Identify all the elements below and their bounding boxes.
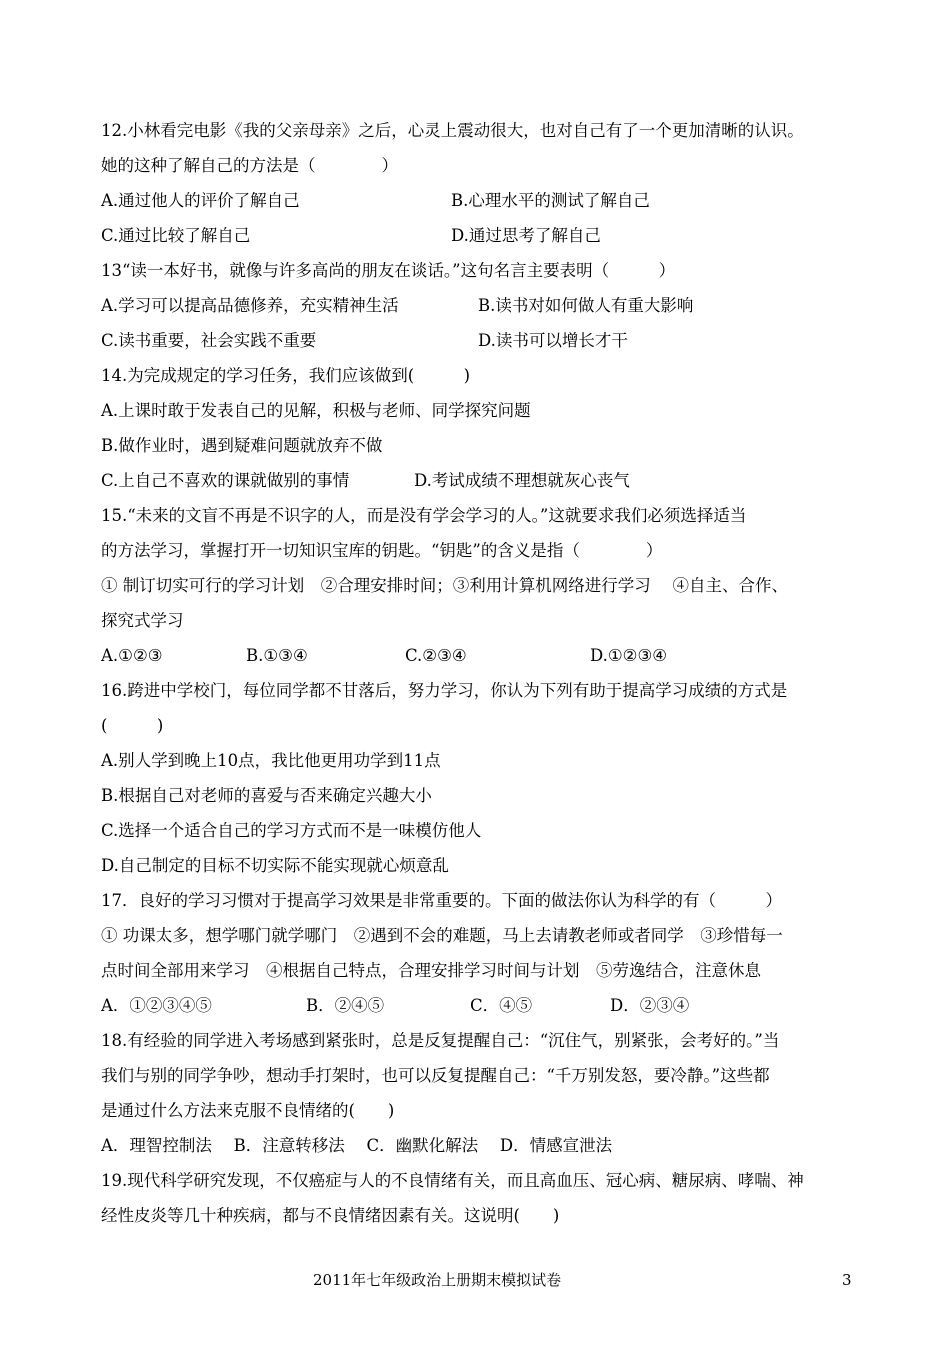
q15-items-2: 探究式学习	[101, 611, 184, 630]
q12-option-d: D.通过思考了解自己	[451, 226, 601, 245]
q14-option-d: D.考试成绩不理想就灰心丧气	[414, 471, 630, 490]
q17-option-a: A．①②③④⑤	[101, 996, 212, 1015]
q13-option-a: A.学习可以提高品德修养，充实精神生活	[101, 296, 399, 315]
q15-option-b: B.①③④	[246, 646, 308, 665]
q13-option-d: D.读书可以增长才干	[478, 331, 628, 350]
q16-option-b: B.根据自己对老师的喜爱与否来确定兴趣大小	[101, 786, 432, 805]
q17-option-b: B．②④⑤	[306, 996, 385, 1015]
q13-option-b: B.读书对如何做人有重大影响	[478, 296, 694, 315]
q17-option-d: D．②③④	[610, 996, 690, 1015]
q15-option-c: C.②③④	[405, 646, 467, 665]
q15-stem-1: 15.“未来的文盲不再是不识字的人，而是没有学会学习的人。”这就要求我们必须选择适当	[101, 506, 747, 525]
q17-items-1: ① 功课太多，想学哪门就学哪门 ②遇到不会的难题，马上去请教老师或者同学 ③珍惜每一	[101, 926, 783, 945]
q18-options: A．理智控制法 B．注意转移法 C．幽默化解法 D．情感宣泄法	[101, 1136, 613, 1155]
footer-title: 2011年七年级政治上册期末模拟试卷	[313, 1271, 562, 1289]
q12-option-b: B.心理水平的测试了解自己	[451, 191, 650, 210]
q17-stem: 17．良好的学习习惯对于提高学习效果是非常重要的。下面的做法你认为科学的有（ ）	[101, 891, 782, 910]
q16-stem-1: 16.跨进中学校门，每位同学都不甘落后，努力学习，你认为下列有助于提高学习成绩的方式是	[101, 681, 788, 700]
q16-option-a: A.别人学到晚上10点，我比他更用功学到11点	[101, 751, 441, 770]
q12-stem-2: 她的这种了解自己的方法是（ ）	[101, 156, 398, 175]
q17-items-2: 点时间全部用来学习 ④根据自己特点，合理安排学习时间与计划 ⑤劳逸结合，注意休息	[101, 961, 761, 980]
q14-option-a: A.上课时敢于发表自己的见解，积极与老师、同学探究问题	[101, 401, 531, 420]
q12-option-c: C.通过比较了解自己	[101, 226, 251, 245]
q13-stem: 13“读一本好书，就像与许多高尚的朋友在谈话。”这句名言主要表明（ ）	[101, 261, 676, 280]
q17-option-c: C．④⑤	[470, 996, 533, 1015]
q13-option-c: C.读书重要，社会实践不重要	[101, 331, 317, 350]
q12-stem-1: 12.小林看完电影《我的父亲母亲》之后，心灵上震动很大，也对自己有了一个更加清晰的认识。	[101, 121, 804, 140]
q15-items-1: ① 制订切实可行的学习计划 ②合理安排时间；③利用计算机网络进行学习 ④自主、合作、	[101, 576, 788, 595]
q12-option-a: A.通过他人的评价了解自己	[101, 191, 300, 210]
q18-stem-1: 18.有经验的同学进入考场感到紧张时，总是反复提醒自己：“沉住气，别紧张，会考好的。”当	[101, 1031, 780, 1050]
q19-stem-2: 经性皮炎等几十种疾病，都与不良情绪因素有关。这说明( )	[101, 1206, 560, 1225]
q14-option-b: B.做作业时，遇到疑难问题就放弃不做	[101, 436, 383, 455]
q16-stem-2: ( )	[101, 716, 164, 735]
q16-option-d: D.自己制定的目标不切实际不能实现就心烦意乱	[101, 856, 449, 875]
q16-option-c: C.选择一个适合自己的学习方式而不是一味模仿他人	[101, 821, 482, 840]
q18-stem-2: 我们与别的同学争吵，想动手打架时，也可以反复提醒自己：“千万别发怒，要冷静。”这些都	[101, 1066, 770, 1085]
q19-stem-1: 19.现代科学研究发现，不仅癌症与人的不良情绪有关，而且高血压、冠心病、糖尿病、哮喘、神	[101, 1171, 804, 1190]
q18-stem-3: 是通过什么方法来克服不良情绪的( )	[101, 1101, 395, 1120]
q15-option-d: D.①②③④	[590, 646, 668, 665]
q14-stem: 14.为完成规定的学习任务，我们应该做到( )	[101, 366, 471, 385]
page-number: 3	[842, 1271, 852, 1289]
q14-option-c: C.上自己不喜欢的课就做别的事情	[101, 471, 350, 490]
q15-stem-2: 的方法学习，掌握打开一切知识宝库的钥匙。“钥匙”的含义是指（ ）	[101, 541, 663, 560]
q15-option-a: A.①②③	[101, 646, 163, 665]
